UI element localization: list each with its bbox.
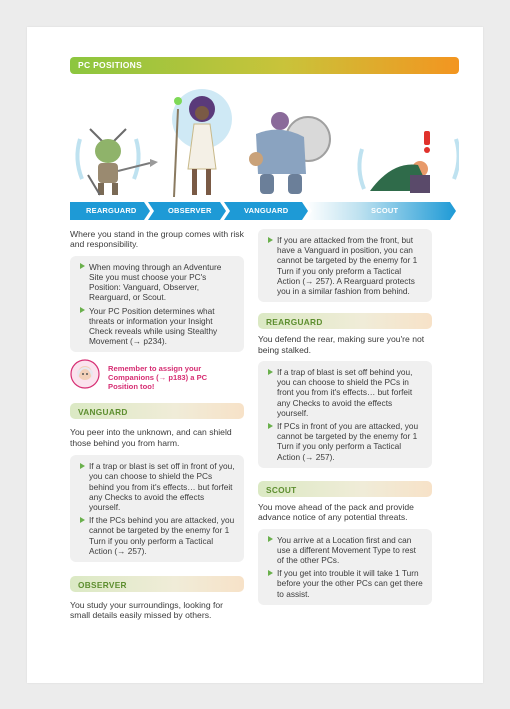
rearguard-bullet: If a trap of blast is set off behind you, you can choose to shield the PCs in front you from it's effects… but forfeit any Checks to avoid the effects yourself. <box>268 367 424 418</box>
position-label-scout: SCOUT <box>371 206 399 215</box>
intro-rules-box <box>70 256 244 353</box>
rearguard-bullet: If PCs in front of you are attacked, you cannot be targeted by the enemy for 1 Turn if you only perform a Tactical Action (→ 257). <box>268 421 424 462</box>
intro-bullet: When moving through an Adventure Site you must choose your PC's Position: Vanguard, Observer, Rearguard, or Scout. <box>80 262 236 303</box>
position-label-rearguard: REARGUARD <box>86 206 137 215</box>
bullet-arrow-icon <box>80 463 85 469</box>
section-title: PC POSITIONS <box>78 60 143 70</box>
rearguard-rules-box <box>258 361 432 468</box>
position-label-vanguard: VANGUARD <box>244 206 289 215</box>
observer-header: OBSERVER <box>70 576 244 592</box>
rearguard-text: You defend the rear, making sure you're not being stalked. <box>258 334 425 355</box>
observer-rules-box <box>258 229 432 302</box>
bullet-arrow-icon <box>80 307 85 313</box>
intro-text: Where you stand in the group comes with risk and responsibility. <box>70 229 244 250</box>
rearguard-character-art <box>77 129 158 195</box>
right-column <box>258 229 432 605</box>
observer-bullet: If you are attacked from the front, but have a Vanguard in position, you can cannot be targeted by the enemy for 1 Turn if you only preform a Tactical Action (→ 257). A Rearguard protects you in a similar fashion from behind. <box>268 235 424 296</box>
page <box>27 27 483 683</box>
companion-avatar-icon <box>70 359 100 389</box>
vanguard-header: VANGUARD <box>70 403 244 419</box>
scout-text: You move ahead of the pack and provide advance notice of any potential threats. <box>258 501 414 523</box>
vanguard-bullet: If the PCs behind you are attacked, you cannot be targeted by the enemy for 1 Turn if you only perform a Tactical Action (→ 257). <box>80 515 236 556</box>
observer-character-art <box>172 89 232 197</box>
observer-text: You study your surroundings, looking for small details easily missed by others. <box>70 600 224 621</box>
vanguard-text: You peer into the unknown, and can shield those behind you from harm. <box>70 427 232 448</box>
bullet-arrow-icon <box>80 263 85 269</box>
companion-tip <box>70 359 244 395</box>
section-title-bar <box>70 57 459 74</box>
tip-text: Remember to assign your Companions (→ p183) a PC Position too! <box>108 364 208 392</box>
bullet-arrow-icon <box>268 536 273 542</box>
scout-bullet: If you get into trouble it will take 1 Turn before your the other PCs can get there to assist. <box>268 568 424 599</box>
bullet-arrow-icon <box>268 570 273 576</box>
left-column <box>70 229 244 621</box>
position-label-observer: OBSERVER <box>168 206 212 215</box>
rearguard-header: REARGUARD <box>258 313 432 329</box>
bullet-arrow-icon <box>80 517 85 523</box>
scout-bullet: You arrive at a Location first and can use a different Movement Type to rest of the other PCs. <box>268 535 424 566</box>
vanguard-rules-box <box>70 455 244 562</box>
bullet-arrow-icon <box>268 237 273 243</box>
scout-header: SCOUT <box>258 481 432 497</box>
vanguard-bullet: If a trap or blast is set off in front of you, you can choose to shield the PCs behind you from it's effects… but forfeit any Checks to avoid the effects yourself. <box>80 461 236 512</box>
scout-character-art <box>359 131 458 193</box>
scout-rules-box <box>258 529 432 605</box>
intro-bullet: Your PC Position determines what threats or information your Insight Check reveals while using Stealthy Movement (→ p234). <box>80 306 236 347</box>
bullet-arrow-icon <box>268 369 273 375</box>
bullet-arrow-icon <box>268 423 273 429</box>
vanguard-character-art <box>249 112 330 194</box>
party-illustration <box>70 79 459 199</box>
